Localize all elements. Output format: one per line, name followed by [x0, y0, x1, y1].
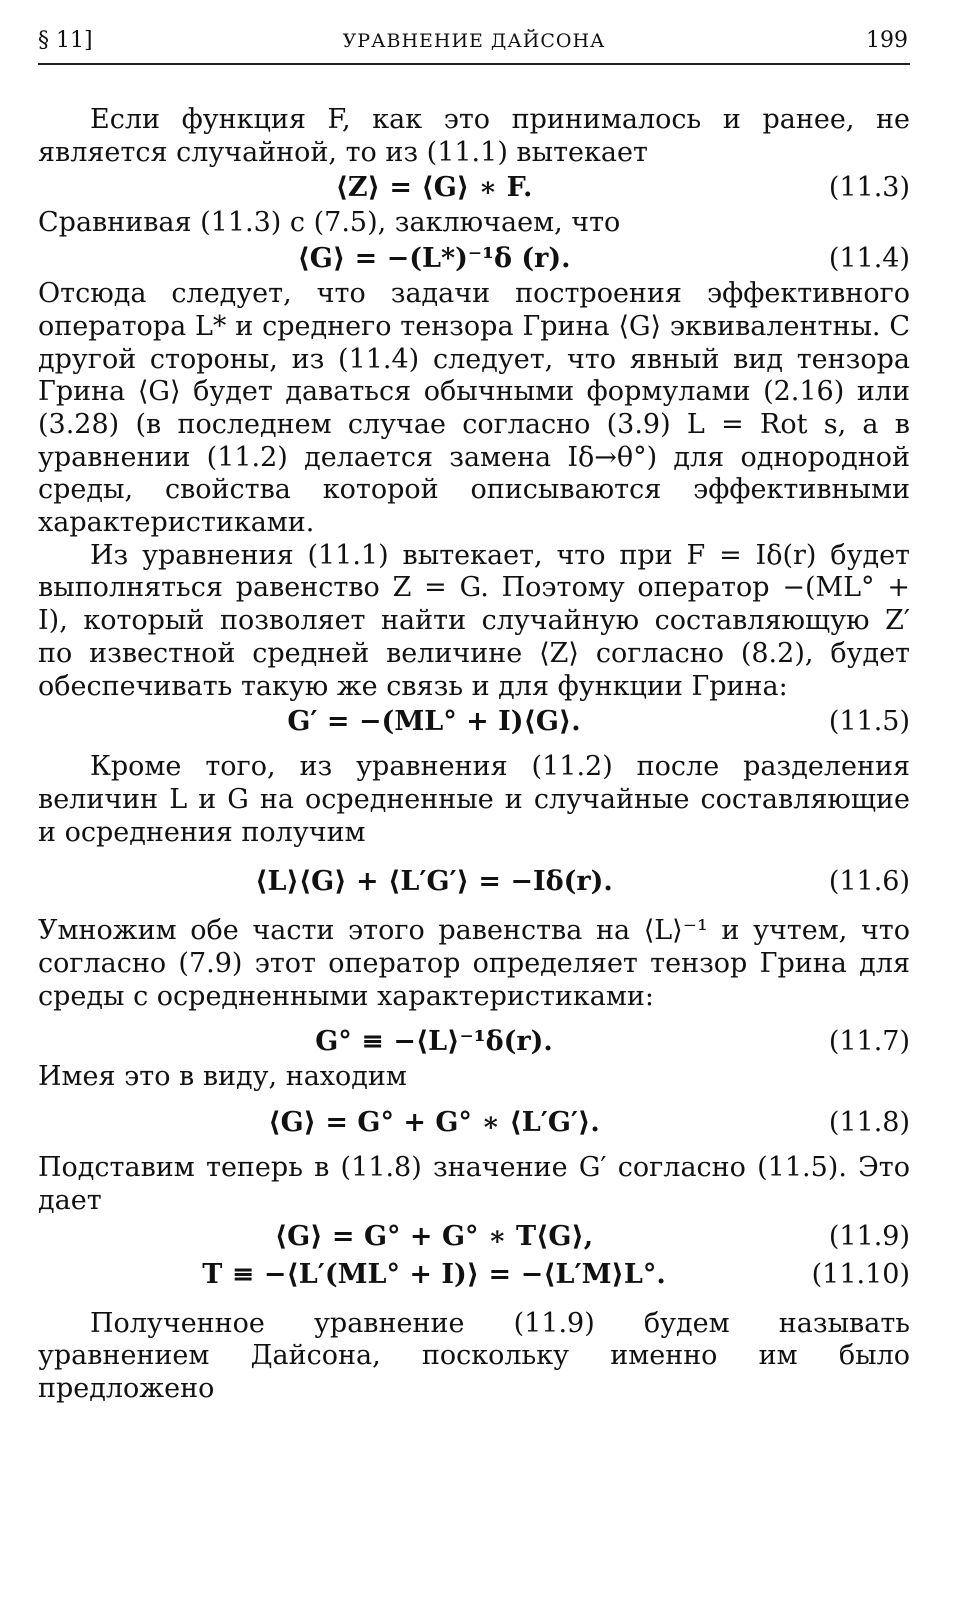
- running-header: [38, 26, 910, 56]
- equation-11-10: [38, 1256, 910, 1294]
- equation-11-6: [38, 863, 910, 901]
- paragraph-1: Если функция F, как это принималось и ранее, не является случайной, то из (11.1) вытекает: [38, 104, 910, 168]
- equation-expr: ⟨Z⟩ = ⟨G⟩ ∗ F.: [335, 172, 533, 204]
- equation-11-4: [38, 240, 910, 278]
- equation-11-7: [38, 1023, 910, 1061]
- header-rule: [38, 63, 910, 65]
- paragraph-8: Подставим теперь в (11.8) значение G′ согласно (11.5). Это дает: [38, 1152, 910, 1216]
- page-number: 199: [866, 28, 908, 53]
- running-title: УРАВНЕНИЕ ДАЙСОНА: [342, 30, 606, 52]
- equation-number: (11.7): [828, 1026, 910, 1058]
- section-marker: § 11]: [38, 28, 93, 53]
- equation-11-8: [38, 1104, 910, 1142]
- equation-number: (11.8): [828, 1107, 910, 1139]
- equation-number: (11.6): [828, 866, 910, 898]
- paragraph-9: Полученное уравнение (11.9) будем называть уравнением Дайсона, поскольку именно им было предложено: [38, 1307, 910, 1404]
- equation-11-5: [38, 703, 910, 741]
- equation-expr: G° ≡ −⟨L⟩⁻¹δ(r).: [315, 1026, 553, 1058]
- equation-number: (11.4): [828, 243, 910, 275]
- equation-expr: T ≡ −⟨L′(ML° + I)⟩ = −⟨L′M⟩L°.: [202, 1258, 666, 1290]
- equation-11-9: [38, 1218, 910, 1256]
- equation-11-3: [38, 169, 910, 207]
- equation-number: (11.3): [828, 172, 910, 204]
- equation-number: (11.9): [828, 1220, 910, 1252]
- equation-expr: ⟨L⟩⟨G⟩ + ⟨L′G′⟩ = −Iδ(r).: [255, 866, 613, 898]
- equation-expr: ⟨G⟩ = G° + G° ∗ ⟨L′G′⟩.: [268, 1107, 600, 1139]
- paragraph-4: Из уравнения (11.1) вытекает, что при F = Iδ(r) будет выполняться равенство Z = G. Поэтому оператор −(ML° + I), который позволяет найти случайную составляющую Z′ по известной средней величине ⟨Z⟩ согласно (8.2), будет обеспечивать такую же связь и для функции Грина:: [38, 539, 910, 702]
- paragraph-5: Кроме того, из уравнения (11.2) после разделения величин L и G на осредненные и случайные составляющие и осреднения получим: [38, 751, 910, 848]
- paragraph-2: Сравнивая (11.3) с (7.5), заключаем, что: [38, 207, 621, 239]
- paragraph-6: Умножим обе части этого равенства на ⟨L⟩⁻¹ и учтем, что согласно (7.9) этот оператор определяет тензор Грина для среды с осредненными характеристиками:: [38, 915, 910, 1012]
- equation-expr: G′ = −(ML° + I)⟨G⟩.: [287, 706, 581, 738]
- paragraph-3: Отсюда следует, что задачи построения эффективного оператора L* и среднего тензора Грина ⟨G⟩ эквивалентны. С другой стороны, из (11.4) следует, что явный вид тензора Грина ⟨G⟩ будет даваться обычными формулами (2.16) или (3.28) (в последнем случае согласно (3.9) L = Rot s, а в уравнении (11.2) делается замена Iδ→θ°) для однородной среды, свойства которой описываются эффективными характеристиками.: [38, 278, 910, 539]
- equation-expr: ⟨G⟩ = G° + G° ∗ T⟨G⟩,: [274, 1220, 594, 1252]
- page-body: [38, 104, 910, 1406]
- paragraph-7: Имея это в виду, находим: [38, 1061, 407, 1093]
- equation-expr: ⟨G⟩ = −(L*)⁻¹δ (r).: [297, 243, 571, 275]
- equation-number: (11.5): [828, 706, 910, 738]
- equation-number: (11.10): [811, 1258, 910, 1290]
